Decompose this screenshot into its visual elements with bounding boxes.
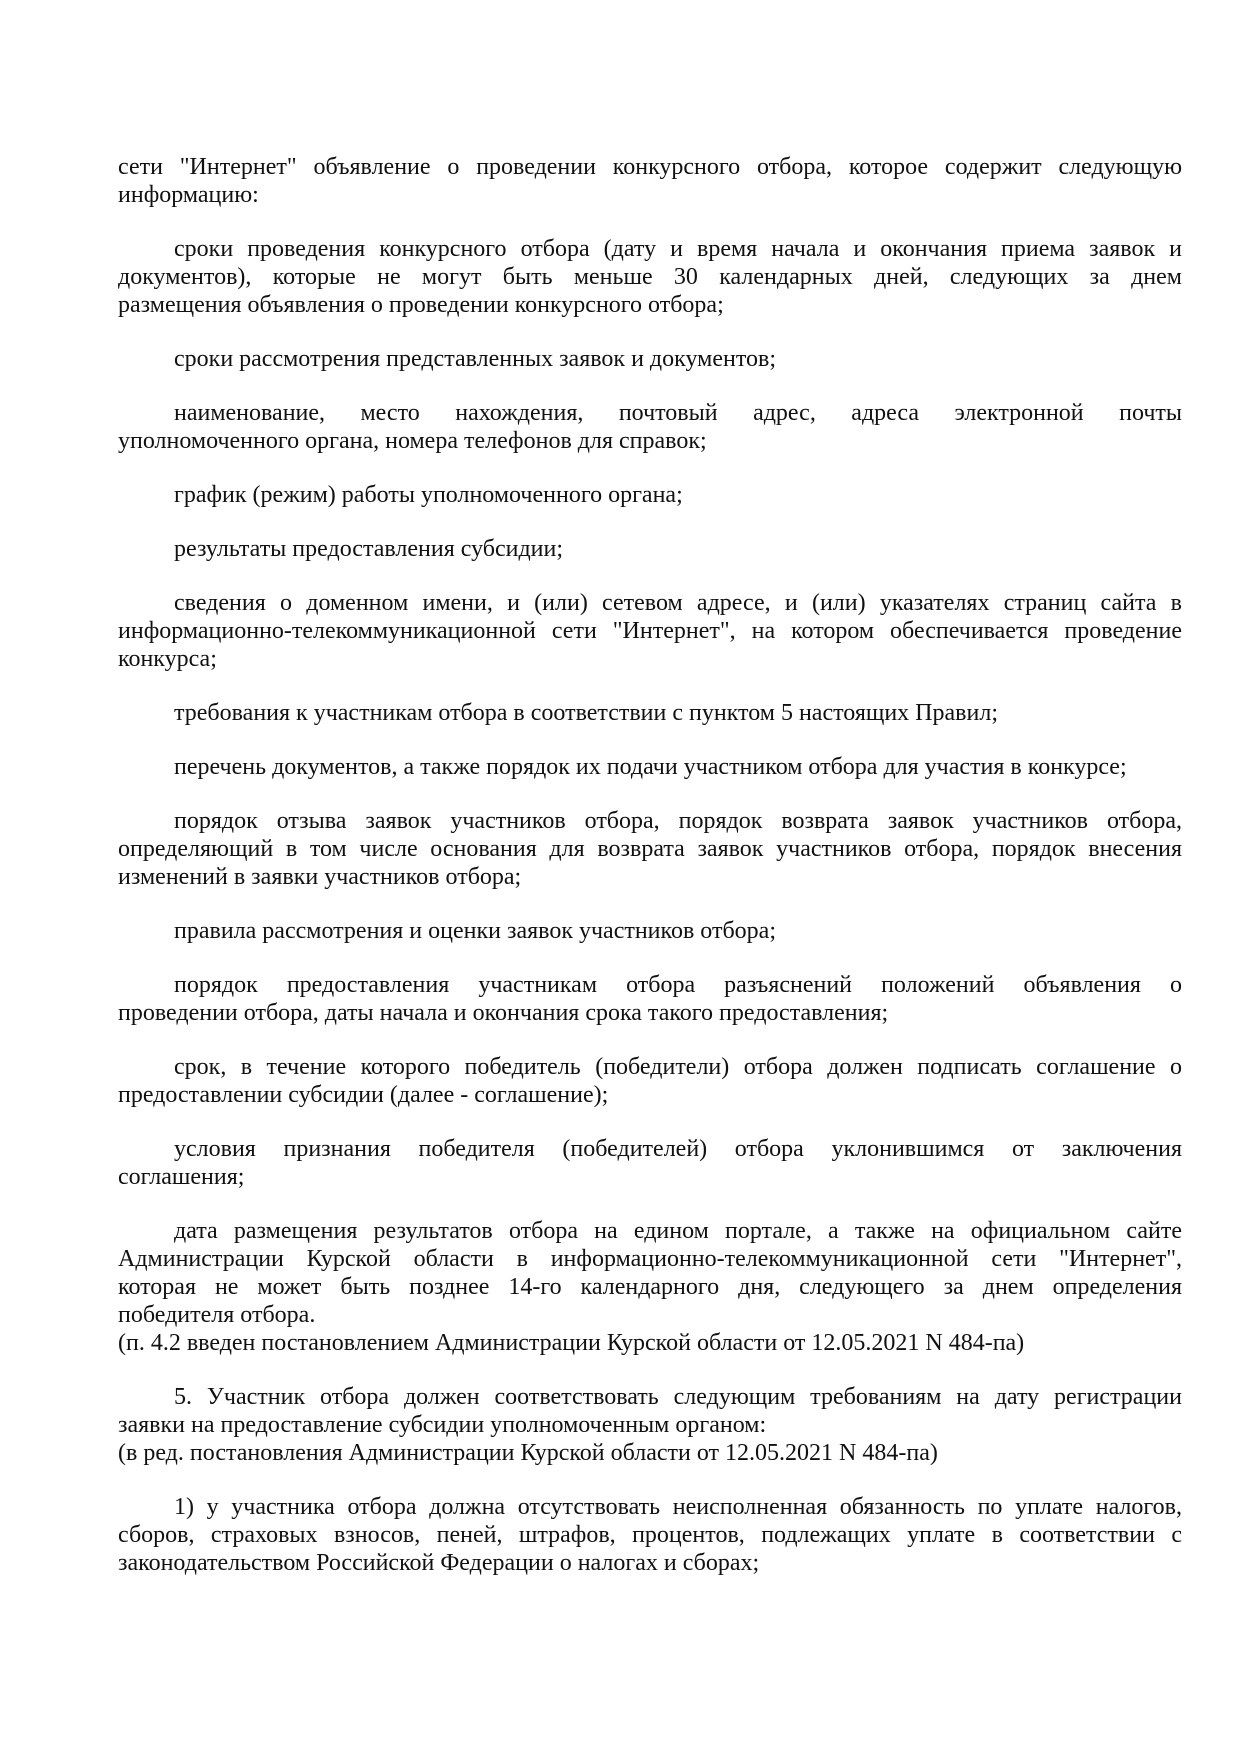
text-line: график (режим) работы уполномоченного органа;: [174, 482, 683, 508]
text-line: проведении отбора, даты начала и окончания срока такого предоставления;: [118, 1000, 889, 1026]
paragraph: [118, 1217, 1182, 1329]
text-line: дата размещения результатов отбора на едином портале, а также на официальном сайте: [174, 1218, 1182, 1244]
text-line: предоставлении субсидии (далее - соглашение);: [118, 1082, 609, 1108]
paragraph: [118, 753, 1182, 781]
text-line: сведения о доменном имени, и (или) сетевом адресе, и (или) указателях страниц сайта в: [174, 590, 1182, 616]
text-line: Администрации Курской области в информационно-телекоммуникационной сети "Интернет",: [118, 1246, 1182, 1272]
paragraph: [118, 235, 1182, 319]
text-line: документов), которые не могут быть меньше 30 календарных дней, следующих за днем: [118, 264, 1182, 290]
paragraph: [118, 399, 1182, 455]
paragraph: [118, 1053, 1182, 1109]
paragraph: [118, 589, 1182, 673]
text-line: срок, в течение которого победитель (победители) отбора должен подписать соглашение о: [174, 1054, 1182, 1080]
paragraph: [118, 1439, 1182, 1467]
paragraph: [118, 699, 1182, 727]
text-line: правила рассмотрения и оценки заявок участников отбора;: [174, 918, 777, 944]
text-line: заявки на предоставление субсидии уполномоченным органом:: [118, 1412, 767, 1438]
paragraph: [118, 971, 1182, 1027]
paragraph: [118, 917, 1182, 945]
text-line: информацию:: [118, 182, 259, 208]
text-line: порядок предоставления участникам отбора разъяснений положений объявления о: [174, 972, 1182, 998]
paragraph: [118, 1135, 1182, 1191]
paragraph: [118, 1493, 1182, 1577]
text-line: требования к участникам отбора в соответствии с пунктом 5 настоящих Правил;: [174, 700, 998, 726]
text-line: результаты предоставления субсидии;: [174, 536, 564, 562]
text-line: 1) у участника отбора должна отсутствовать неисполненная обязанность по уплате налогов,: [174, 1494, 1182, 1520]
paragraph: [118, 807, 1182, 891]
text-line: соглашения;: [118, 1164, 245, 1190]
paragraph: [118, 1329, 1182, 1357]
text-line: победителя отбора.: [118, 1302, 316, 1328]
text-line: определяющий в том числе основания для возврата заявок участников отбора, порядок внесения: [118, 836, 1182, 862]
text-line: информационно-телекоммуникационной сети "Интернет", на котором обеспечивается проведение: [118, 618, 1182, 644]
text-line: (п. 4.2 введен постановлением Администрации Курской области от 12.05.2021 N 484-па): [118, 1330, 1025, 1356]
text-line: сроки проведения конкурсного отбора (дату и время начала и окончания приема заявок и: [174, 236, 1182, 262]
text-line: конкурса;: [118, 646, 217, 672]
text-line: условия признания победителя (победителей) отбора уклонившимся от заключения: [174, 1136, 1182, 1162]
text-line: порядок отзыва заявок участников отбора, порядок возврата заявок участников отбора,: [174, 808, 1182, 834]
paragraph: [118, 535, 1182, 563]
text-line: изменений в заявки участников отбора;: [118, 864, 522, 890]
text-line: (в ред. постановления Администрации Курской области от 12.05.2021 N 484-па): [118, 1440, 938, 1466]
paragraph: [118, 481, 1182, 509]
text-line: 5. Участник отбора должен соответствовать следующим требованиям на дату регистрации: [174, 1384, 1182, 1410]
text-line: сети "Интернет" объявление о проведении конкурсного отбора, которое содержит следующую: [118, 154, 1182, 180]
text-line: размещения объявления о проведении конкурсного отбора;: [118, 292, 724, 318]
text-line: сборов, страховых взносов, пеней, штрафов, процентов, подлежащих уплате в соответствии с: [118, 1522, 1182, 1548]
text-line: законодательством Российской Федерации о налогах и сборах;: [118, 1550, 760, 1576]
paragraph: [118, 153, 1182, 209]
paragraph: [118, 345, 1182, 373]
text-line: сроки рассмотрения представленных заявок и документов;: [174, 346, 776, 372]
text-line: уполномоченного органа, номера телефонов для справок;: [118, 428, 707, 454]
document-page: [118, 153, 1182, 1603]
paragraph: [118, 1383, 1182, 1439]
text-line: наименование, место нахождения, почтовый адрес, адреса электронной почты: [174, 400, 1182, 426]
text-line: которая не может быть позднее 14-го календарного дня, следующего за днем определения: [118, 1274, 1182, 1300]
text-line: перечень документов, а также порядок их подачи участником отбора для участия в конкурсе;: [174, 754, 1127, 780]
